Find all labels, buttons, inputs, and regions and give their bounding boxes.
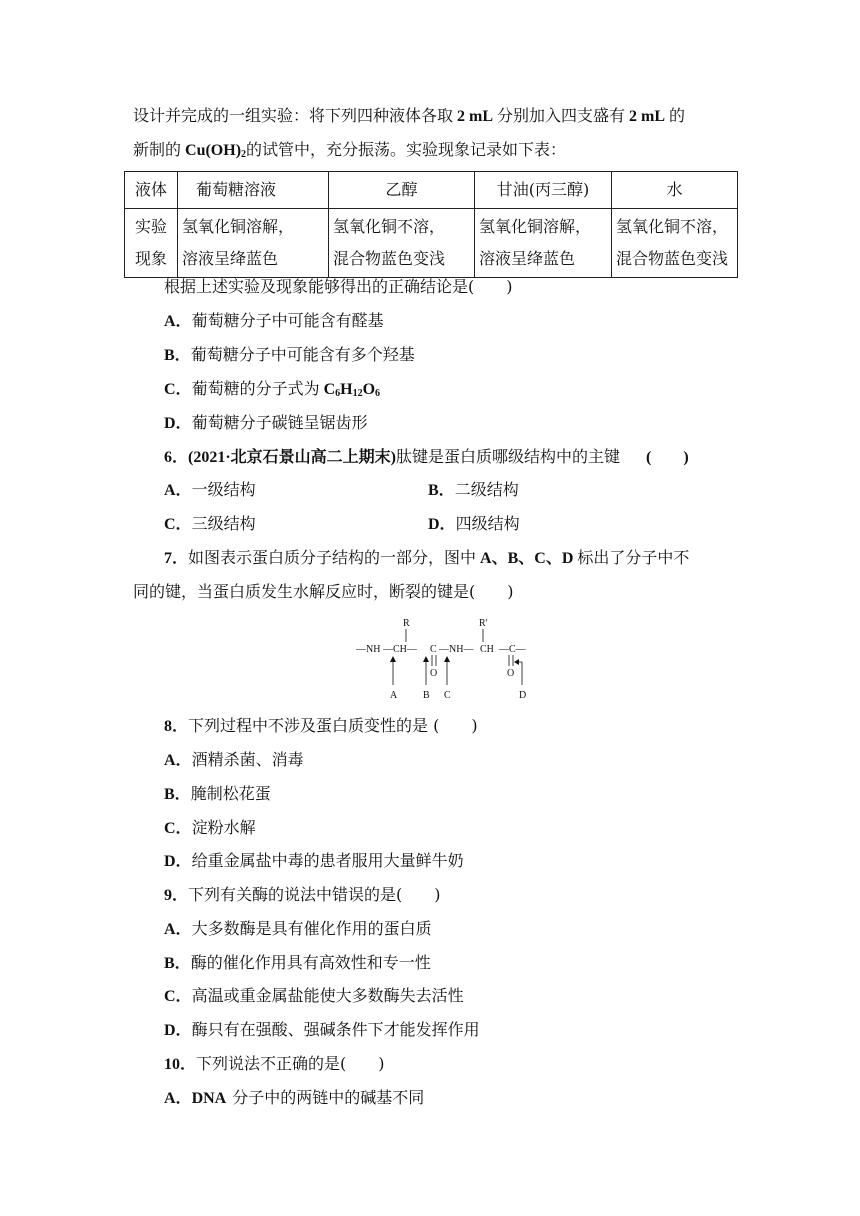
chain-nh-2: —NH— [439, 644, 474, 655]
q6-option-a: A．一级结构 [164, 480, 256, 499]
q6-option-b: B．二级结构 [428, 480, 519, 499]
intro-text: 设计并完成的一组实验：将下列四种液体各取 [133, 106, 454, 125]
arrowhead-d [514, 659, 519, 665]
table-header-cell: 乙醇 [329, 172, 475, 209]
formula: $Cu(OH)_2$ [185, 142, 247, 160]
chain-c-1: C [430, 644, 437, 655]
q8-stem: 8．下列过程中不涉及蛋白质变性的是 ( ) [164, 716, 478, 735]
source-tag: (2021·北京石景山高二上期末) [188, 449, 397, 466]
table-cell: 氢氧化铜不溶， 混合物蓝色变浅 [612, 209, 738, 278]
table-cell: 氢氧化铜溶解， 溶液呈绛蓝色 [475, 209, 612, 278]
q9-option-b: B．酶的催化作用具有高效性和专一性 [164, 953, 431, 972]
table-header-cell: 液体 [125, 172, 178, 209]
experiment-table [124, 171, 738, 278]
chain-nh-1: —NH [356, 644, 381, 655]
q6-option-d: D．四级结构 [428, 514, 520, 533]
table-header-cell: 葡萄糖溶液 [178, 172, 329, 209]
table-cell: 氢氧化铜不溶， 混合物蓝色变浅 [329, 209, 475, 278]
intro-text: 的试管中，充分振荡。实验现象记录如下表： [246, 140, 567, 159]
substituent-r: R [403, 618, 410, 629]
intro-line-2 [133, 139, 566, 166]
volume-value: 2 mL [457, 108, 494, 125]
q10-option-a: A．DNA 分子中的两链中的碱基不同 [164, 1088, 425, 1107]
q6-stem: 6．(2021·北京石景山高二上期末)肽键是蛋白质哪级结构中的主键 ( ) [164, 447, 689, 466]
intro-text: 的 [669, 106, 686, 125]
intro-line-1 [133, 105, 685, 128]
molecular-formula: $C_6H_{12}O_6$ [323, 381, 381, 399]
q7-stem-line-1: 7．如图表示蛋白质分子结构的一部分，图中 A、B、C、D 标出了分子中不 [164, 548, 690, 567]
q8-option-b: B．腌制松花蛋 [164, 784, 271, 803]
substituent-r-prime: R′ [479, 618, 488, 629]
peptide-structure-diagram [356, 615, 556, 705]
q5-option-d: D．葡萄糖分子碳链呈锯齿形 [164, 413, 368, 432]
q5-option-a: A．葡萄糖分子中可能含有醛基 [164, 311, 384, 330]
volume-value: 2 mL [629, 108, 666, 125]
q9-option-d: D．酶只有在强酸、强碱条件下才能发挥作用 [164, 1020, 480, 1039]
q5-stem: 根据上述实验及现象能够得出的正确结论是( ) [164, 277, 513, 296]
table-row [125, 209, 738, 278]
bond-label-b: B [423, 690, 430, 701]
q9-option-a: A．大多数酶是具有催化作用的蛋白质 [164, 919, 432, 938]
arrow-d [516, 662, 522, 685]
q8-option-d: D．给重金属盐中毒的患者服用大量鲜牛奶 [164, 851, 464, 870]
q6-option-c: C．三级结构 [164, 514, 256, 533]
bond-label-a: A [390, 690, 398, 701]
q8-option-a: A．酒精杀菌、消毒 [164, 750, 304, 769]
q8-option-c: C．淀粉水解 [164, 818, 256, 837]
bond-label-c: C [444, 690, 451, 701]
arrowhead-a [390, 656, 396, 662]
q9-stem: 9．下列有关酶的说法中错误的是( ) [164, 885, 441, 904]
arrowhead-b [423, 656, 429, 662]
intro-text: 分别加入四支盛有 [497, 106, 626, 125]
q5-option-c: C．葡萄糖的分子式为 $C_6H_{12}O_6$ [164, 379, 381, 399]
chain-c-2: —C— [499, 644, 526, 655]
table-cell: 氢氧化铜溶解， 溶液呈绛蓝色 [178, 209, 329, 278]
q7-stem-line-2: 同的键，当蛋白质发生水解反应时，断裂的键是( ) [133, 582, 514, 601]
chain-ch-1: —CH— [383, 644, 417, 655]
arrowhead-c [444, 656, 450, 662]
oxygen-1: O [430, 668, 438, 679]
row-label-cell: 实验 现象 [125, 209, 178, 278]
q5-option-b: B．葡萄糖分子中可能含有多个羟基 [164, 345, 415, 364]
table-header-row [125, 172, 738, 209]
table-header-cell: 甘油(丙三醇) [475, 172, 612, 209]
intro-text: 新制的 [133, 140, 182, 159]
table-header-cell: 水 [612, 172, 738, 209]
q10-stem: 10．下列说法不正确的是( ) [164, 1054, 385, 1073]
oxygen-2: O [507, 668, 515, 679]
q9-option-c: C．高温或重金属盐能使大多数酶失去活性 [164, 986, 464, 1005]
chain-ch-2: CH [480, 644, 494, 655]
bond-label-d: D [519, 690, 527, 701]
